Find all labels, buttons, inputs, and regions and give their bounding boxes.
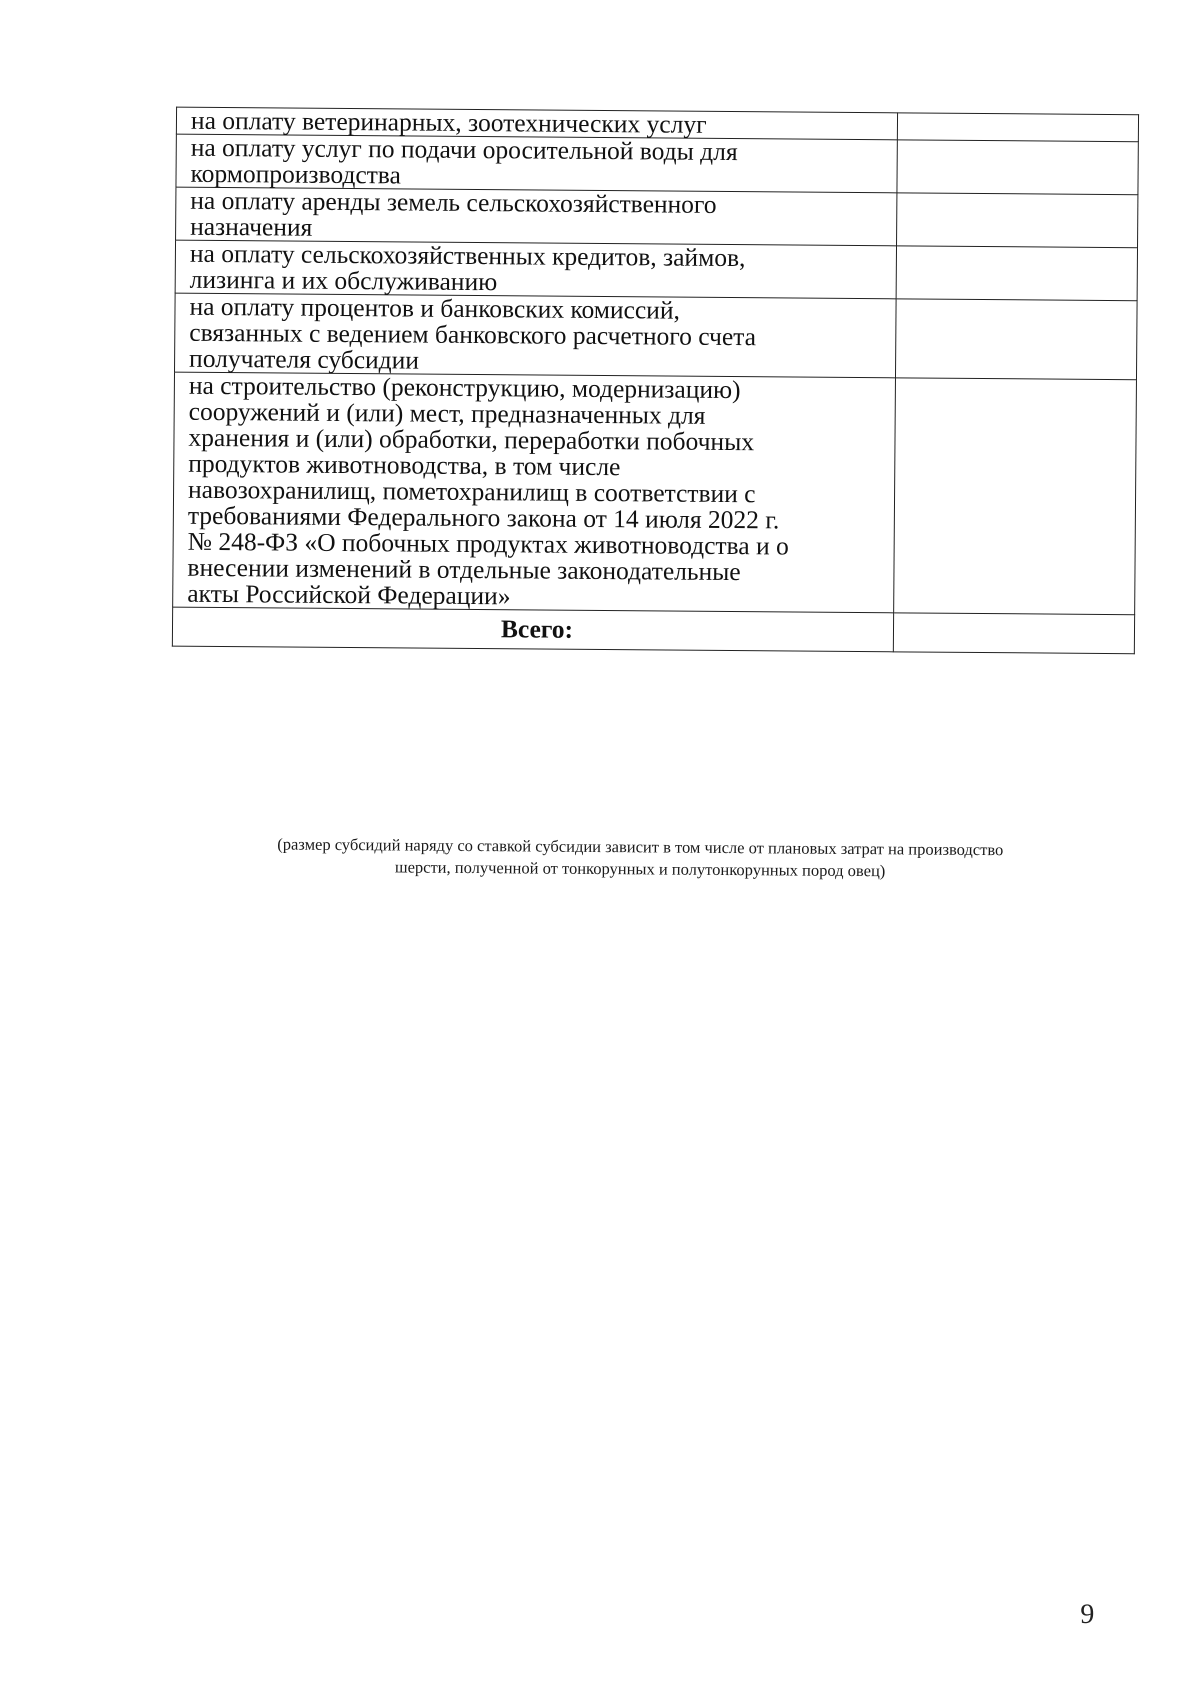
expense-item-line: требованиями Федерального закона от 14 июля 2022 г. (187, 500, 780, 535)
expense-item-line: хранения и (или) обработки, переработки побочных (188, 422, 755, 457)
expense-item-value-cell[interactable] (897, 113, 1138, 142)
expense-item-line: на строительство (реконструкцию, модернизацию) (188, 370, 741, 405)
total-value-cell (893, 613, 1134, 654)
expense-item-label (175, 293, 897, 378)
table-row (175, 293, 1138, 380)
subsidy-cost-table (172, 107, 1139, 655)
table-row (175, 240, 1137, 301)
expense-item-line: на оплату процентов и банковских комиссий, (189, 291, 681, 325)
expense-item-line: лизинга и их обслуживанию (189, 264, 498, 297)
footnote (170, 833, 1110, 884)
expense-item-line: продуктов животноводства, в том числе (188, 448, 621, 482)
expense-item-value-cell[interactable] (895, 299, 1137, 380)
expense-item-value-cell[interactable] (894, 378, 1137, 615)
expense-item-line: навозохранилищ, пометохранилищ в соответствии с (187, 474, 756, 509)
table-row (176, 134, 1138, 195)
expense-item-value-cell[interactable] (897, 193, 1138, 248)
expense-item-line: внесении изменений в отдельные законодательные (187, 552, 741, 587)
expense-item-value-cell[interactable] (896, 246, 1137, 301)
expense-item-line: на оплату аренды земель сельскохозяйственного (190, 185, 717, 219)
expense-item-line: связанных с ведением банковского расчетного счета (189, 317, 757, 352)
expense-item-label (176, 134, 897, 193)
table-body (172, 107, 1138, 654)
total-row (172, 607, 1134, 654)
expense-item-line: № 248-ФЗ «О побочных продуктах животноводства и о (187, 526, 789, 561)
expense-item-line: сооружений и (или) мест, предназначенных для (188, 396, 706, 430)
expense-item-line: назначения (190, 211, 313, 242)
expense-item-label (173, 372, 896, 613)
footnote-line: шерсти, полученной от тонкорунных и полутонкорунных пород овец) (394, 857, 886, 881)
expense-item-line: на оплату ветеринарных, зоотехнических услуг (190, 105, 707, 139)
expense-item-value-cell[interactable] (897, 140, 1138, 195)
table-row (176, 187, 1138, 248)
footnote-line: (размер субсидий наряду со ставкой субсидии зависит в том числе от плановых затрат на производство (277, 834, 1004, 860)
expense-item-line: кормопроизводства (190, 158, 401, 190)
expense-item-line: на оплату услуг по подачи оросительной воды для (190, 132, 738, 167)
page-number: 9 (1080, 1598, 1095, 1630)
expense-item-label (175, 240, 896, 299)
expense-item-label (176, 187, 897, 246)
total-label: Всего: (172, 607, 893, 652)
expense-item-line: акты Российской Федерации» (187, 578, 511, 611)
table-row (173, 372, 1137, 615)
expense-item-line: получателя субсидии (189, 343, 420, 375)
expense-item-line: на оплату сельскохозяйственных кредитов, займов, (189, 238, 746, 273)
